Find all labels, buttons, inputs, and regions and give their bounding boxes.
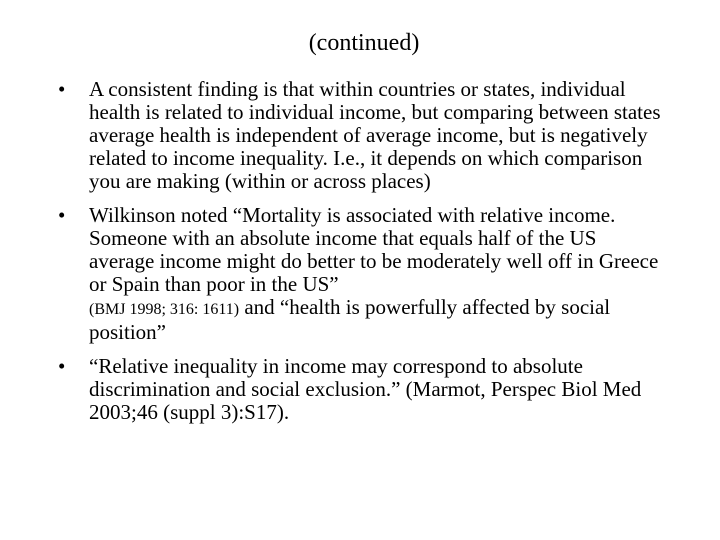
bullet-item-2 — [56, 204, 666, 344]
bullet-marker: • — [58, 203, 66, 227]
citation: (BMJ 1998; 316: 1611) — [89, 301, 240, 318]
bullet-text-2: Wilkinson noted “Mortality is associated with relative income. Someone with an absolute income that equals half of the US average income might do better to be moderately well off in Greece or Spain than poor in the US” — [89, 203, 659, 296]
bullet-marker: • — [58, 354, 66, 378]
bullet-marker: • — [58, 77, 66, 101]
slide-title: (continued) — [308, 30, 420, 56]
bullet-item-1 — [56, 78, 666, 193]
bullet-text-3: “Relative inequality in income may correspond to absolute discrimination and social exclusion.” (Marmot, Perspec Biol Med 2003;46 (suppl 3):S17). — [89, 354, 642, 424]
bullet-list — [56, 78, 666, 435]
bullet-text-1: A consistent finding is that within countries or states, individual health is related to individual income, but comparing between states average health is independent of average income, but is negatively related to income inequality. I.e., it depends on which comparison you are making (within or across places) — [89, 77, 661, 193]
bullet-text-2-continued: and “health is powerfully affected by social position” — [89, 295, 611, 344]
bullet-item-3 — [56, 355, 666, 424]
